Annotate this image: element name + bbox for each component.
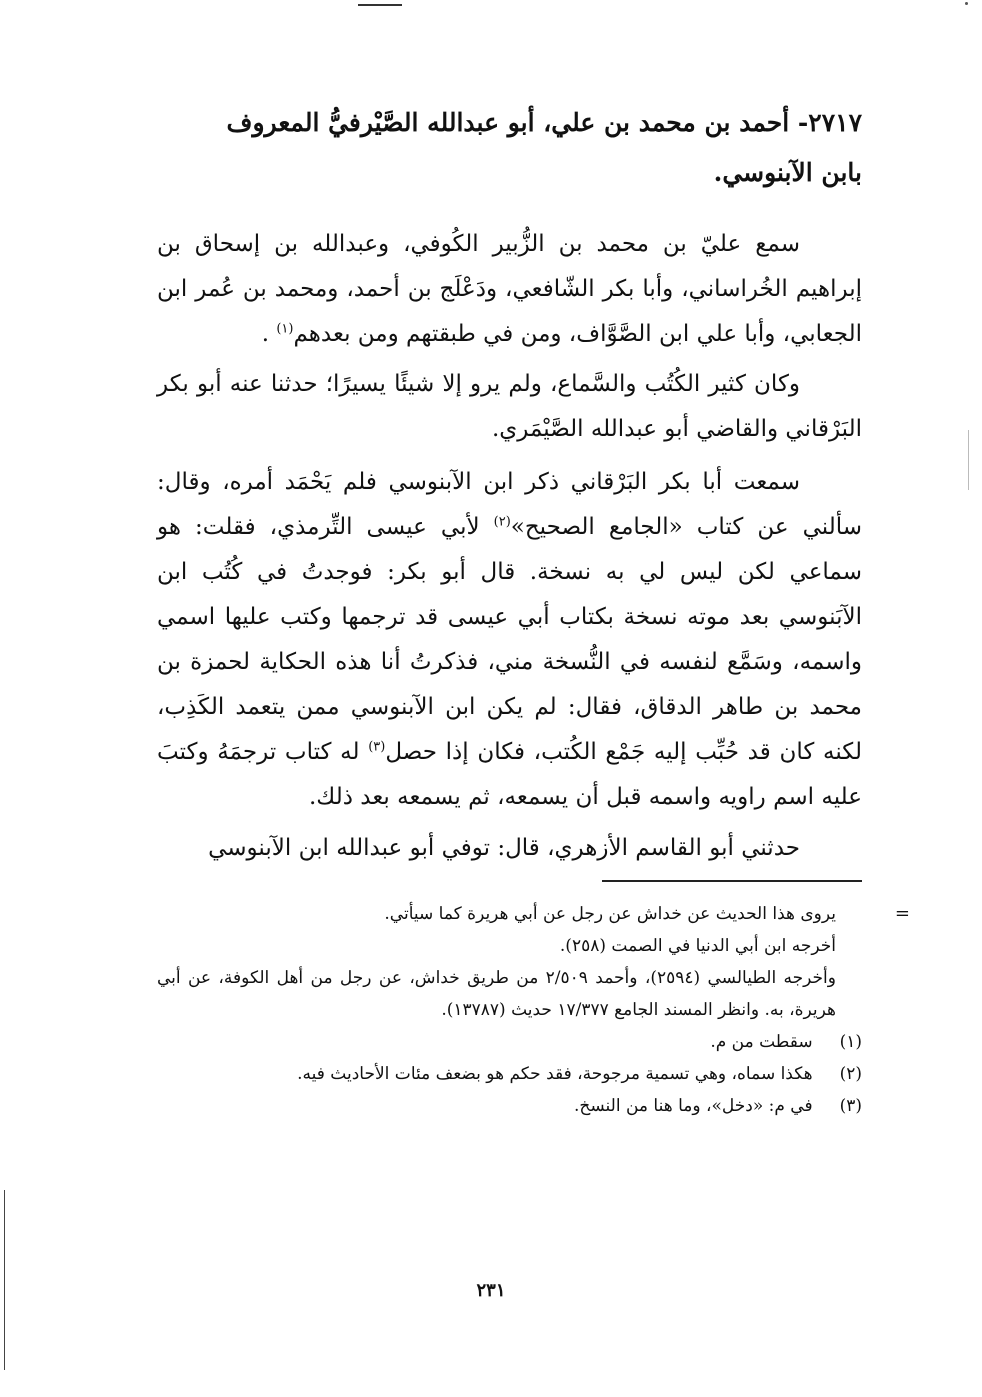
footnote-text: يروى هذا الحديث عن خداش عن رجل عن أبي هريرة كما سيأتي.: [384, 904, 836, 924]
footnote-ref: (٢): [493, 514, 511, 530]
paragraph-text: له كتاب ترجمَهُ وكتبَ عليه اسم راويه واسمه قبل أن يسمعه، ثم يسمعه بعد ذلك.: [157, 739, 862, 810]
footnote-item: [157, 1058, 862, 1090]
paragraph-text: وكان كثير الكُتُب والسَّماع، ولم يرو إلا شيئًا يسيرًا؛ حدثنا عنه أبو بكر البَرْقاني والقاضي أبو عبدالله الصَّيْمَري.: [157, 371, 862, 442]
footnote-continuation: [157, 962, 862, 1026]
footnote-text: سقطت من م.: [710, 1032, 813, 1052]
footnote-continuation: [157, 930, 862, 962]
scan-margin-line: [968, 430, 969, 490]
paragraph-text: لأبي عيسى التِّرمذي، فقلت: هو سماعي لكن ليس لي به نسخة. قال أبو بكر: فوجدتُ في كُتُب ابن الآبَنوسي بعد موته نسخة بكتاب أبي عيسى قد ترجمها وكتب عليها اسمي واسمه، وسَمَّع لنفسه في النُّسخة مني، فذكرتُ أنا هذه الحكاية لحمزة بن محمد بن طاهر الدقاق، فقال: لم يكن ابن الآبنوسي ممن يتعمد الكَذِب، لكنه كان قد حُبِّب إليه جَمْع الكُتب، فكان إذا حصل: [157, 514, 862, 765]
footnote-number: (١): [839, 1032, 862, 1052]
footnote-item: [157, 1026, 862, 1058]
footnote-text: وأخرجه الطيالسي (٢٥٩٤)، وأحمد ٢/٥٠٩ من طريق خداش، عن رجل من أهل الكوفة، عن أبي هريرة، به. وانظر المسند الجامع ١٧/٣٧٧ حديث (١٣٧٨٧).: [157, 968, 836, 1020]
entry-title-line: بابن الآبنوسي.: [713, 158, 862, 187]
paragraph-barqani-account: [157, 460, 862, 820]
footnote-continuation: [157, 898, 910, 930]
paragraph-text: حدثني أبو القاسم الأزهري، قال: توفي أبو عبدالله ابن الآبنوسي: [208, 835, 800, 861]
footnote-number: (٣): [839, 1096, 862, 1116]
paragraph-azhari: [157, 826, 862, 871]
paragraph-text: سمعت أبا بكر البَرْقاني ذكر ابن الآبنوسي فلم يَحْمَد أمره، وقال: سألني عن كتاب «الجامع الصحيح»: [157, 469, 862, 540]
footnote-number: (٢): [839, 1064, 862, 1084]
footnote-ref: (١): [276, 321, 294, 337]
paragraph-text: .: [261, 321, 277, 347]
continuation-mark: =: [894, 903, 910, 924]
paragraph-text: سمع عليّ بن محمد بن الزُّبير الكُوفي، وعبدالله بن إسحاق بن إبراهيم الخُراساني، وأبا بكر الشّافعي، ودَعْلَج بن أحمد، ومحمد بن عُمر ابن الجعابي، وأبا علي ابن الصَّوَّاف، ومن في طبقتهم ومن بعدهم: [157, 231, 862, 347]
entry-heading: [157, 98, 862, 198]
footnote-text: في م: «دخل»، وما هنا من النسخ.: [573, 1096, 813, 1116]
entry-title-line: ٢٧١٧- أحمد بن محمد بن علي، أبو عبدالله الصَّيْرفيُّ المعروف: [226, 108, 862, 137]
footnote-text: هكذا سماه، وهي تسمية مرجوحة، فقد حكم هو بضعف مئات الأحاديث فيه.: [297, 1064, 813, 1084]
top-rule: [358, 4, 402, 6]
scan-dot: [965, 2, 968, 5]
footnote-separator: [602, 880, 862, 882]
paragraph-narrators: [157, 362, 862, 452]
footnote-item: [157, 1090, 862, 1122]
page-number: ٢٣١: [476, 1280, 506, 1301]
paragraph-teachers: [157, 222, 862, 357]
footnotes-section: [157, 898, 910, 1122]
footnote-ref: (٣): [368, 739, 386, 755]
footnote-text: أخرجه ابن أبي الدنيا في الصمت (٢٥٨).: [559, 936, 836, 956]
